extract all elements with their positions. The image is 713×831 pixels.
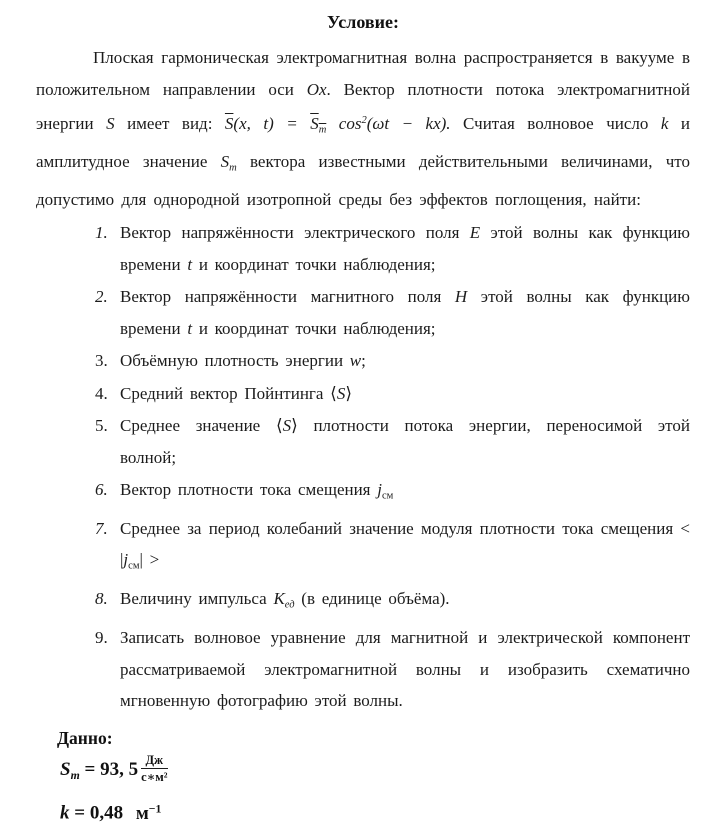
text-run: Среднее значение ⟨ bbox=[120, 416, 283, 436]
text-run: ⟩ плотности потока энергии, переносимой этой волной; bbox=[120, 416, 690, 467]
text-run: 5. bbox=[95, 416, 108, 436]
text-run: S bbox=[336, 383, 346, 403]
text-run: ⟩ bbox=[345, 383, 352, 403]
text-run: m bbox=[229, 162, 237, 174]
text-run: ед bbox=[284, 599, 295, 611]
k-unit-exponent: −1 bbox=[148, 802, 162, 816]
text-run: имеет вид: bbox=[114, 113, 225, 133]
text-run: E bbox=[469, 223, 481, 243]
task-list bbox=[36, 217, 690, 717]
k-value: 0,48 bbox=[89, 802, 124, 824]
task-item-3-number bbox=[95, 345, 120, 377]
text-run: | > bbox=[139, 550, 160, 570]
task-item-7-text bbox=[120, 513, 690, 582]
task-item-6-text bbox=[120, 474, 690, 512]
text-run: этой волны как функцию времени bbox=[120, 223, 690, 274]
text-run: см bbox=[382, 490, 394, 502]
task-item-1-number bbox=[95, 217, 120, 280]
text-run: . Вектор плотности потока электромагнитной энергии bbox=[36, 79, 690, 133]
task-item-9-number bbox=[95, 622, 120, 717]
task-item-8-text bbox=[120, 583, 690, 621]
text-run: 3. bbox=[95, 351, 108, 371]
text-run: t bbox=[187, 254, 193, 274]
text-run: Плоская гармоническая электромагнитная волна распространяется в вакууме в положительном направлении оси bbox=[36, 48, 690, 99]
task-item-5 bbox=[36, 410, 690, 473]
text-run: 2 bbox=[361, 115, 367, 126]
text-run: Считая волновое число bbox=[463, 113, 661, 133]
text-run: S bbox=[310, 113, 319, 133]
text-run: 6. bbox=[95, 480, 108, 500]
task-item-4 bbox=[36, 378, 690, 410]
text-run: Величину импульса bbox=[120, 589, 274, 609]
sm-symbol: S bbox=[60, 758, 71, 780]
task-item-3-text bbox=[120, 345, 690, 377]
given-label: Данно: bbox=[57, 727, 113, 748]
k-unit-base: м bbox=[135, 802, 149, 824]
task-item-1-text bbox=[120, 217, 690, 280]
text-run: K bbox=[273, 589, 285, 609]
task-item-4-text bbox=[120, 378, 690, 410]
text-run: 4. bbox=[95, 383, 108, 403]
text-run: Объёмную плотность энергии bbox=[120, 351, 350, 371]
text-run: Записать волновое уравнение для магнитной и электрической компонент рассматриваемой электромагнитной волны и изобразить схематично мгновенную фотографию этой волны. bbox=[120, 628, 690, 711]
sm-unit-fraction bbox=[141, 753, 167, 785]
text-run: (x, t) = bbox=[233, 113, 311, 133]
text-run: вектора известными действительными величинами, что допустимо для однородной изотропной среды без эффектов поглощения, найти: bbox=[36, 151, 690, 209]
text-run: Среднее за период колебаний значение модуля плотности тока смещения < | bbox=[120, 518, 690, 570]
text-run: Вектор плотности тока смещения bbox=[120, 480, 378, 500]
text-run: см bbox=[128, 560, 140, 572]
task-item-2-number bbox=[95, 281, 120, 344]
task-item-8-number bbox=[95, 583, 120, 621]
task-item-5-number bbox=[95, 410, 120, 473]
k-unit bbox=[136, 803, 162, 824]
text-run: 1. bbox=[95, 223, 108, 243]
text-run: S bbox=[106, 113, 115, 133]
text-run: (ωt − kx). bbox=[366, 113, 464, 133]
sm-symbol-subscript: m bbox=[70, 768, 80, 782]
task-item-9 bbox=[36, 622, 690, 717]
task-item-6-number bbox=[95, 474, 120, 512]
sm-value: 93, 5 bbox=[100, 758, 139, 780]
k-equals-sign: = bbox=[74, 802, 86, 824]
text-run: 9. bbox=[95, 628, 108, 648]
text-run: этой волны как функцию времени bbox=[120, 287, 690, 338]
text-run: (в единице объёма). bbox=[294, 589, 450, 609]
k-symbol: k bbox=[60, 802, 70, 824]
text-run: k bbox=[660, 113, 669, 133]
task-item-7 bbox=[36, 513, 690, 582]
task-item-8 bbox=[36, 583, 690, 621]
text-run: 2. bbox=[95, 287, 108, 307]
problem-statement bbox=[36, 42, 690, 215]
task-item-5-text bbox=[120, 410, 690, 473]
sm-unit-numerator: Дж bbox=[141, 753, 167, 769]
text-run: Вектор напряжённости электрического поля bbox=[120, 223, 470, 243]
text-run: S bbox=[220, 151, 230, 171]
text-run: и координат точки наблюдения; bbox=[192, 254, 436, 274]
text-run: 7. bbox=[95, 518, 108, 538]
text-run: 8. bbox=[95, 589, 108, 609]
task-item-3 bbox=[36, 345, 690, 377]
task-item-4-number bbox=[95, 378, 120, 410]
task-item-1 bbox=[36, 217, 690, 280]
text-run: w bbox=[349, 351, 362, 371]
given-k-equation bbox=[60, 792, 690, 830]
sm-unit-denominator: с∗м² bbox=[141, 770, 168, 785]
text-run: Ox bbox=[306, 79, 327, 99]
text-run: и амплитудное значение bbox=[36, 113, 690, 171]
sm-equals-sign: = bbox=[84, 758, 96, 780]
text-run: cos bbox=[326, 113, 362, 133]
task-item-6 bbox=[36, 474, 690, 512]
text-run: $\overline{S}$ bbox=[224, 113, 234, 133]
text-run: t bbox=[187, 318, 193, 338]
task-item-7-number bbox=[95, 513, 120, 582]
task-item-9-text bbox=[120, 622, 690, 717]
text-run: H bbox=[454, 287, 468, 307]
text-run: и координат точки наблюдения; bbox=[192, 318, 436, 338]
given-sm-equation bbox=[60, 753, 690, 793]
task-item-2 bbox=[36, 281, 690, 344]
text-run bbox=[310, 113, 327, 136]
task-item-2-text bbox=[120, 281, 690, 344]
text-run: j bbox=[123, 550, 129, 570]
text-run: j bbox=[377, 480, 382, 500]
given-section bbox=[36, 723, 690, 831]
text-run: Вектор напряжённости магнитного поля bbox=[120, 287, 455, 307]
text-run: Средний вектор Пойнтинга ⟨ bbox=[120, 383, 337, 403]
text-run: S bbox=[282, 416, 292, 436]
text-run: m bbox=[318, 124, 327, 136]
text-run: ; bbox=[361, 351, 366, 371]
page-title: Условие: bbox=[327, 12, 399, 32]
